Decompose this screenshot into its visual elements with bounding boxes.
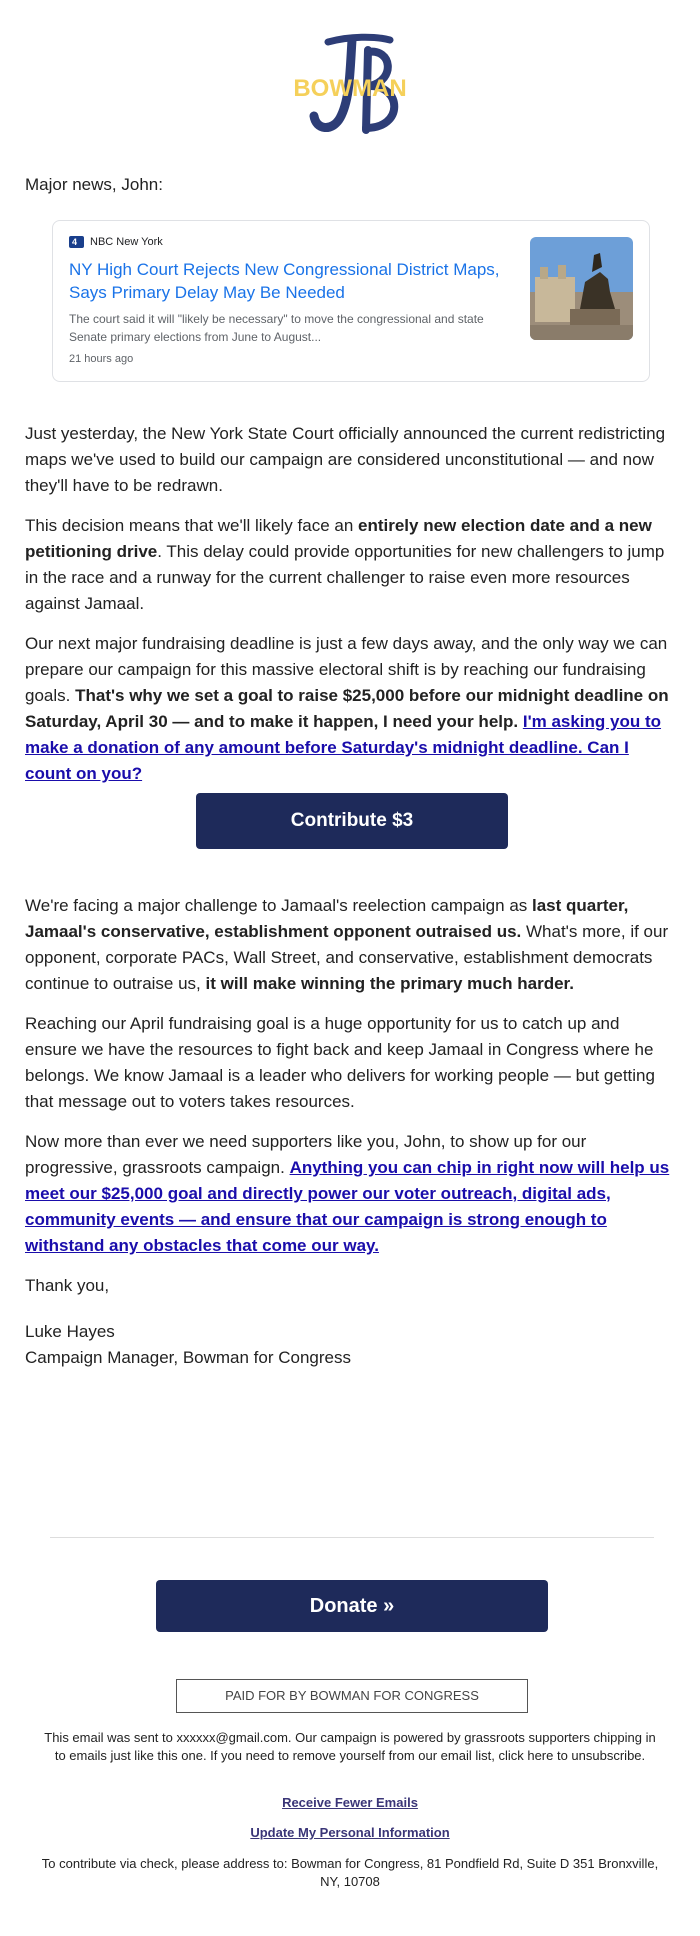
news-card[interactable] (52, 220, 650, 382)
news-source-name: NBC New York (90, 236, 163, 248)
chip-in-link[interactable]: Anything you can chip in right now will help us meet our $25,000 goal and directly power our voter outreach, digital ads, community events — and ensure that our campaign is strong enough to withstand any obstacles that come our way. (25, 1158, 670, 1255)
email-notice: This email was sent to xxxxxx@gmail.com. Our campaign is powered by grassroots supporters chipping in to emails just like this one. If you need to remove yourself from our email list, click here to unsubscribe. (44, 1730, 656, 1763)
jb-monogram-logo (280, 30, 420, 140)
paragraph-4: We're facing a major challenge to Jamaal's reelection campaign as last quarter, Jamaal's conservative, establishment opponent outraised us. What's more, if our opponent, corporate PACs, Wall Street, and conservative, establishment democrats continue to outraise us, it will make winning the primary much harder. (25, 896, 669, 993)
donate-ask-link[interactable]: I'm asking you to make a donation of any amount before Saturday's midnight deadline. Can I count on you? (25, 712, 662, 783)
nbc-logo-icon: 4 (69, 236, 84, 248)
mailing-address: To contribute via check, please address to: Bowman for Congress, 81 Pondfield Rd, Suite D 351 Bronxville, NY, 10708 (41, 1856, 659, 1889)
paragraph-3: Our next major fundraising deadline is just a few days away, and the only way we can prepare our campaign for this massive electoral shift is by reaching our fundraising goals. That's why we set a goal to raise $25,000 before our midnight deadline on Saturday, April 30 — and to make it happen, I need your help. I'm asking you to make a donation of any amount before Saturday's midnight deadline. Can I count on you? (25, 634, 669, 783)
signoff: Thank you, (25, 1276, 110, 1295)
paragraph-2: This decision means that we'll likely face an entirely new election date and a new petitioning drive. This delay could provide opportunities for new challengers to jump in the race and a runway for the current challenger to raise even more resources against Jamaal. (25, 516, 665, 613)
news-snippet: The court said it will "likely be necessary" to move the congressional and state Senate primary elections from June to August... (69, 312, 484, 344)
footer-divider (50, 1537, 654, 1538)
news-headline[interactable]: NY High Court Rejects New Congressional District Maps, Says Primary Delay May Be Needed (69, 260, 500, 302)
paid-for-disclaimer: PAID FOR BY BOWMAN FOR CONGRESS (176, 1679, 528, 1713)
paragraph-1: Just yesterday, the New York State Court officially announced the current redistricting maps we've used to build our campaign are considered unconstitutional — and now they'll have to be redrawn. (25, 424, 666, 495)
signer-name: Luke Hayes (25, 1322, 115, 1341)
news-timestamp: 21 hours ago (69, 353, 134, 365)
donate-button[interactable]: Donate » (156, 1580, 548, 1632)
paragraph-5: Reaching our April fundraising goal is a huge opportunity for us to catch up and ensure we have the resources to fight back and keep Jamaal in Congress where he belongs. We know Jamaal is a leader who delivers for working people — but getting that message out to voters takes resources. (25, 1014, 655, 1111)
contribute-button[interactable]: Contribute $3 (196, 793, 508, 849)
greeting: Major news, John: (25, 175, 163, 194)
logo-wordmark: BOWMAN (293, 75, 407, 102)
news-thumbnail[interactable] (530, 237, 633, 340)
paragraph-6: Now more than ever we need supporters like you, John, to show up for our progressive, grassroots campaign. Anything you can chip in right now will help us meet our $25,000 goal and directly power our voter outreach, digital ads, community events — and ensure that our campaign is strong enough to withstand any obstacles that come our way. (25, 1132, 670, 1255)
receive-fewer-emails-link[interactable]: Receive Fewer Emails (282, 1795, 418, 1810)
update-personal-info-link[interactable]: Update My Personal Information (250, 1825, 450, 1840)
signer-title: Campaign Manager, Bowman for Congress (25, 1348, 351, 1367)
bowman-logo (280, 30, 420, 140)
news-source (69, 236, 163, 248)
